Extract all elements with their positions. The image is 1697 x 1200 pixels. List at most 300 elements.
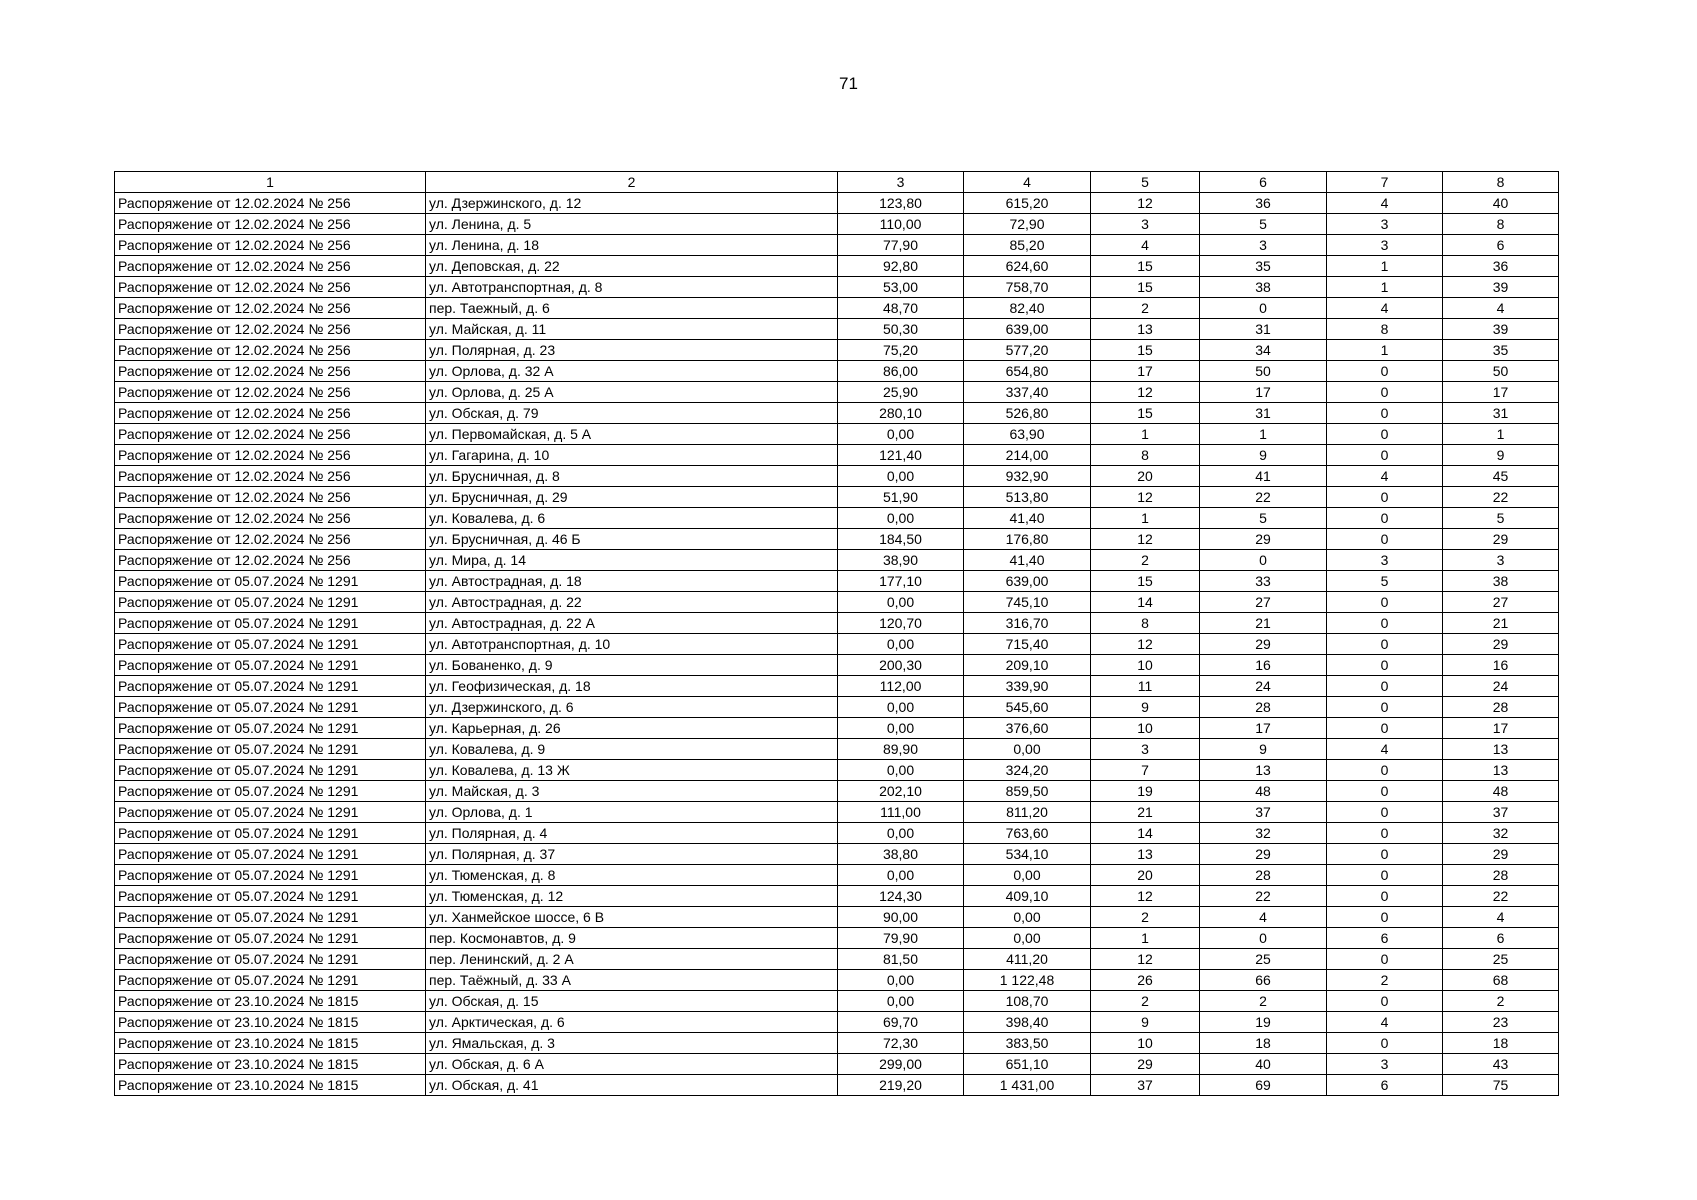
value-cell-3: 0,00 bbox=[838, 970, 964, 991]
value-cell-3: 0,00 bbox=[838, 466, 964, 487]
value-cell-8: 37 bbox=[1443, 802, 1559, 823]
value-cell-6: 25 bbox=[1200, 949, 1327, 970]
order-cell: Распоряжение от 12.02.2024 № 256 bbox=[115, 487, 426, 508]
table-row bbox=[115, 697, 1559, 718]
order-cell: Распоряжение от 12.02.2024 № 256 bbox=[115, 424, 426, 445]
table-row bbox=[115, 1012, 1559, 1033]
value-cell-6: 18 bbox=[1200, 1033, 1327, 1054]
order-cell: Распоряжение от 23.10.2024 № 1815 bbox=[115, 1012, 426, 1033]
address-cell: ул. Ямальская, д. 3 bbox=[426, 1033, 838, 1054]
value-cell-6: 22 bbox=[1200, 487, 1327, 508]
value-cell-6: 3 bbox=[1200, 235, 1327, 256]
address-cell: ул. Ковалева, д. 6 bbox=[426, 508, 838, 529]
value-cell-4: 0,00 bbox=[964, 739, 1091, 760]
value-cell-5: 13 bbox=[1091, 844, 1200, 865]
order-cell: Распоряжение от 05.07.2024 № 1291 bbox=[115, 760, 426, 781]
value-cell-8: 1 bbox=[1443, 424, 1559, 445]
value-cell-5: 12 bbox=[1091, 382, 1200, 403]
value-cell-5: 12 bbox=[1091, 886, 1200, 907]
order-cell: Распоряжение от 05.07.2024 № 1291 bbox=[115, 865, 426, 886]
address-cell: ул. Брусничная, д. 29 bbox=[426, 487, 838, 508]
order-cell: Распоряжение от 23.10.2024 № 1815 bbox=[115, 1075, 426, 1096]
value-cell-7: 0 bbox=[1327, 697, 1443, 718]
value-cell-7: 0 bbox=[1327, 907, 1443, 928]
value-cell-8: 50 bbox=[1443, 361, 1559, 382]
address-cell: ул. Арктическая, д. 6 bbox=[426, 1012, 838, 1033]
column-header: 7 bbox=[1327, 172, 1443, 193]
value-cell-4: 409,10 bbox=[964, 886, 1091, 907]
order-cell: Распоряжение от 12.02.2024 № 256 bbox=[115, 277, 426, 298]
value-cell-5: 19 bbox=[1091, 781, 1200, 802]
value-cell-4: 513,80 bbox=[964, 487, 1091, 508]
column-header: 3 bbox=[838, 172, 964, 193]
value-cell-4: 383,50 bbox=[964, 1033, 1091, 1054]
table-body bbox=[115, 193, 1559, 1096]
value-cell-4: 108,70 bbox=[964, 991, 1091, 1012]
value-cell-7: 0 bbox=[1327, 991, 1443, 1012]
value-cell-8: 17 bbox=[1443, 382, 1559, 403]
value-cell-3: 72,30 bbox=[838, 1033, 964, 1054]
table-row bbox=[115, 193, 1559, 214]
value-cell-6: 17 bbox=[1200, 718, 1327, 739]
address-cell: ул. Полярная, д. 4 bbox=[426, 823, 838, 844]
order-cell: Распоряжение от 05.07.2024 № 1291 bbox=[115, 928, 426, 949]
value-cell-3: 77,90 bbox=[838, 235, 964, 256]
value-cell-3: 75,20 bbox=[838, 340, 964, 361]
value-cell-7: 0 bbox=[1327, 655, 1443, 676]
value-cell-8: 25 bbox=[1443, 949, 1559, 970]
value-cell-6: 9 bbox=[1200, 739, 1327, 760]
order-cell: Распоряжение от 12.02.2024 № 256 bbox=[115, 382, 426, 403]
value-cell-8: 28 bbox=[1443, 697, 1559, 718]
value-cell-3: 51,90 bbox=[838, 487, 964, 508]
value-cell-3: 48,70 bbox=[838, 298, 964, 319]
page-number: 71 bbox=[839, 74, 858, 93]
table-row bbox=[115, 214, 1559, 235]
value-cell-3: 200,30 bbox=[838, 655, 964, 676]
value-cell-5: 12 bbox=[1091, 949, 1200, 970]
value-cell-8: 2 bbox=[1443, 991, 1559, 1012]
value-cell-6: 31 bbox=[1200, 403, 1327, 424]
value-cell-8: 3 bbox=[1443, 550, 1559, 571]
order-cell: Распоряжение от 12.02.2024 № 256 bbox=[115, 466, 426, 487]
value-cell-4: 376,60 bbox=[964, 718, 1091, 739]
value-cell-3: 219,20 bbox=[838, 1075, 964, 1096]
value-cell-6: 66 bbox=[1200, 970, 1327, 991]
value-cell-5: 15 bbox=[1091, 256, 1200, 277]
value-cell-8: 28 bbox=[1443, 865, 1559, 886]
value-cell-8: 21 bbox=[1443, 613, 1559, 634]
value-cell-5: 20 bbox=[1091, 466, 1200, 487]
address-cell: ул. Обская, д. 41 bbox=[426, 1075, 838, 1096]
value-cell-6: 32 bbox=[1200, 823, 1327, 844]
value-cell-3: 202,10 bbox=[838, 781, 964, 802]
address-cell: ул. Автострадная, д. 18 bbox=[426, 571, 838, 592]
address-cell: ул. Автострадная, д. 22 bbox=[426, 592, 838, 613]
value-cell-8: 13 bbox=[1443, 739, 1559, 760]
value-cell-6: 29 bbox=[1200, 529, 1327, 550]
value-cell-4: 545,60 bbox=[964, 697, 1091, 718]
value-cell-8: 16 bbox=[1443, 655, 1559, 676]
order-cell: Распоряжение от 12.02.2024 № 256 bbox=[115, 508, 426, 529]
address-cell: ул. Орлова, д. 25 А bbox=[426, 382, 838, 403]
value-cell-4: 654,80 bbox=[964, 361, 1091, 382]
value-cell-5: 15 bbox=[1091, 340, 1200, 361]
table-row bbox=[115, 361, 1559, 382]
order-cell: Распоряжение от 05.07.2024 № 1291 bbox=[115, 907, 426, 928]
table-row bbox=[115, 445, 1559, 466]
order-cell: Распоряжение от 05.07.2024 № 1291 bbox=[115, 613, 426, 634]
value-cell-5: 26 bbox=[1091, 970, 1200, 991]
value-cell-6: 35 bbox=[1200, 256, 1327, 277]
address-cell: ул. Ковалева, д. 13 Ж bbox=[426, 760, 838, 781]
value-cell-4: 411,20 bbox=[964, 949, 1091, 970]
value-cell-7: 0 bbox=[1327, 508, 1443, 529]
value-cell-8: 35 bbox=[1443, 340, 1559, 361]
value-cell-7: 4 bbox=[1327, 739, 1443, 760]
value-cell-7: 4 bbox=[1327, 193, 1443, 214]
value-cell-4: 85,20 bbox=[964, 235, 1091, 256]
value-cell-3: 89,90 bbox=[838, 739, 964, 760]
value-cell-7: 5 bbox=[1327, 571, 1443, 592]
address-cell: ул. Ханмейское шоссе, 6 В bbox=[426, 907, 838, 928]
value-cell-7: 8 bbox=[1327, 319, 1443, 340]
value-cell-4: 615,20 bbox=[964, 193, 1091, 214]
value-cell-7: 0 bbox=[1327, 1033, 1443, 1054]
column-header: 1 bbox=[115, 172, 426, 193]
value-cell-7: 3 bbox=[1327, 214, 1443, 235]
value-cell-3: 123,80 bbox=[838, 193, 964, 214]
value-cell-5: 3 bbox=[1091, 739, 1200, 760]
address-cell: ул. Автострадная, д. 22 А bbox=[426, 613, 838, 634]
table-row bbox=[115, 340, 1559, 361]
value-cell-8: 17 bbox=[1443, 718, 1559, 739]
address-cell: ул. Геофизическая, д. 18 bbox=[426, 676, 838, 697]
value-cell-5: 3 bbox=[1091, 214, 1200, 235]
value-cell-4: 534,10 bbox=[964, 844, 1091, 865]
value-cell-5: 12 bbox=[1091, 634, 1200, 655]
address-cell: ул. Дзержинского, д. 6 bbox=[426, 697, 838, 718]
value-cell-5: 37 bbox=[1091, 1075, 1200, 1096]
value-cell-7: 0 bbox=[1327, 382, 1443, 403]
table-row bbox=[115, 529, 1559, 550]
value-cell-7: 0 bbox=[1327, 676, 1443, 697]
value-cell-5: 1 bbox=[1091, 424, 1200, 445]
registry-table bbox=[114, 171, 1559, 1096]
value-cell-8: 31 bbox=[1443, 403, 1559, 424]
table-row bbox=[115, 466, 1559, 487]
table-row bbox=[115, 235, 1559, 256]
value-cell-6: 28 bbox=[1200, 865, 1327, 886]
value-cell-7: 0 bbox=[1327, 403, 1443, 424]
value-cell-7: 3 bbox=[1327, 235, 1443, 256]
order-cell: Распоряжение от 12.02.2024 № 256 bbox=[115, 214, 426, 235]
value-cell-8: 6 bbox=[1443, 928, 1559, 949]
value-cell-5: 10 bbox=[1091, 1033, 1200, 1054]
table-row bbox=[115, 550, 1559, 571]
value-cell-8: 39 bbox=[1443, 277, 1559, 298]
table-row bbox=[115, 487, 1559, 508]
value-cell-5: 12 bbox=[1091, 529, 1200, 550]
value-cell-5: 8 bbox=[1091, 445, 1200, 466]
order-cell: Распоряжение от 05.07.2024 № 1291 bbox=[115, 655, 426, 676]
table-row bbox=[115, 634, 1559, 655]
value-cell-3: 0,00 bbox=[838, 634, 964, 655]
value-cell-8: 18 bbox=[1443, 1033, 1559, 1054]
table-row bbox=[115, 949, 1559, 970]
table-row bbox=[115, 802, 1559, 823]
table-row bbox=[115, 865, 1559, 886]
order-cell: Распоряжение от 05.07.2024 № 1291 bbox=[115, 970, 426, 991]
value-cell-7: 0 bbox=[1327, 718, 1443, 739]
value-cell-6: 19 bbox=[1200, 1012, 1327, 1033]
table-row bbox=[115, 403, 1559, 424]
address-cell: ул. Майская, д. 11 bbox=[426, 319, 838, 340]
table-row bbox=[115, 886, 1559, 907]
address-cell: ул. Мира, д. 14 bbox=[426, 550, 838, 571]
value-cell-6: 34 bbox=[1200, 340, 1327, 361]
value-cell-6: 31 bbox=[1200, 319, 1327, 340]
value-cell-5: 15 bbox=[1091, 403, 1200, 424]
value-cell-7: 4 bbox=[1327, 466, 1443, 487]
order-cell: Распоряжение от 05.07.2024 № 1291 bbox=[115, 823, 426, 844]
address-cell: ул. Обская, д. 79 bbox=[426, 403, 838, 424]
value-cell-7: 0 bbox=[1327, 613, 1443, 634]
value-cell-3: 81,50 bbox=[838, 949, 964, 970]
value-cell-5: 11 bbox=[1091, 676, 1200, 697]
order-cell: Распоряжение от 05.07.2024 № 1291 bbox=[115, 718, 426, 739]
value-cell-5: 29 bbox=[1091, 1054, 1200, 1075]
address-cell: пер. Таежный, д. 6 bbox=[426, 298, 838, 319]
value-cell-7: 0 bbox=[1327, 802, 1443, 823]
value-cell-3: 184,50 bbox=[838, 529, 964, 550]
value-cell-6: 29 bbox=[1200, 844, 1327, 865]
value-cell-4: 745,10 bbox=[964, 592, 1091, 613]
table-row bbox=[115, 571, 1559, 592]
value-cell-5: 9 bbox=[1091, 697, 1200, 718]
value-cell-6: 0 bbox=[1200, 298, 1327, 319]
address-cell: ул. Автотранспортная, д. 8 bbox=[426, 277, 838, 298]
value-cell-5: 12 bbox=[1091, 193, 1200, 214]
order-cell: Распоряжение от 12.02.2024 № 256 bbox=[115, 193, 426, 214]
value-cell-4: 758,70 bbox=[964, 277, 1091, 298]
value-cell-6: 4 bbox=[1200, 907, 1327, 928]
value-cell-8: 40 bbox=[1443, 193, 1559, 214]
table-row bbox=[115, 655, 1559, 676]
value-cell-6: 48 bbox=[1200, 781, 1327, 802]
order-cell: Распоряжение от 05.07.2024 № 1291 bbox=[115, 697, 426, 718]
order-cell: Распоряжение от 23.10.2024 № 1815 bbox=[115, 991, 426, 1012]
value-cell-5: 15 bbox=[1091, 571, 1200, 592]
value-cell-7: 4 bbox=[1327, 298, 1443, 319]
value-cell-8: 32 bbox=[1443, 823, 1559, 844]
value-cell-3: 112,00 bbox=[838, 676, 964, 697]
column-header: 5 bbox=[1091, 172, 1200, 193]
order-cell: Распоряжение от 12.02.2024 № 256 bbox=[115, 361, 426, 382]
value-cell-7: 6 bbox=[1327, 1075, 1443, 1096]
value-cell-3: 121,40 bbox=[838, 445, 964, 466]
value-cell-8: 29 bbox=[1443, 634, 1559, 655]
table-row bbox=[115, 613, 1559, 634]
value-cell-3: 79,90 bbox=[838, 928, 964, 949]
value-cell-5: 21 bbox=[1091, 802, 1200, 823]
value-cell-6: 5 bbox=[1200, 508, 1327, 529]
value-cell-7: 0 bbox=[1327, 781, 1443, 802]
value-cell-7: 0 bbox=[1327, 634, 1443, 655]
order-cell: Распоряжение от 05.07.2024 № 1291 bbox=[115, 571, 426, 592]
address-cell: ул. Тюменская, д. 12 bbox=[426, 886, 838, 907]
order-cell: Распоряжение от 05.07.2024 № 1291 bbox=[115, 781, 426, 802]
value-cell-6: 5 bbox=[1200, 214, 1327, 235]
value-cell-5: 10 bbox=[1091, 655, 1200, 676]
value-cell-4: 0,00 bbox=[964, 907, 1091, 928]
value-cell-4: 398,40 bbox=[964, 1012, 1091, 1033]
value-cell-5: 13 bbox=[1091, 319, 1200, 340]
order-cell: Распоряжение от 12.02.2024 № 256 bbox=[115, 256, 426, 277]
order-cell: Распоряжение от 23.10.2024 № 1815 bbox=[115, 1033, 426, 1054]
value-cell-6: 0 bbox=[1200, 928, 1327, 949]
value-cell-6: 1 bbox=[1200, 424, 1327, 445]
value-cell-5: 15 bbox=[1091, 277, 1200, 298]
value-cell-4: 811,20 bbox=[964, 802, 1091, 823]
value-cell-4: 63,90 bbox=[964, 424, 1091, 445]
value-cell-5: 14 bbox=[1091, 823, 1200, 844]
value-cell-4: 324,20 bbox=[964, 760, 1091, 781]
value-cell-5: 2 bbox=[1091, 991, 1200, 1012]
address-cell: ул. Гагарина, д. 10 bbox=[426, 445, 838, 466]
value-cell-8: 13 bbox=[1443, 760, 1559, 781]
value-cell-8: 6 bbox=[1443, 235, 1559, 256]
value-cell-4: 651,10 bbox=[964, 1054, 1091, 1075]
table-row bbox=[115, 256, 1559, 277]
table-row bbox=[115, 991, 1559, 1012]
table-row bbox=[115, 1033, 1559, 1054]
value-cell-7: 2 bbox=[1327, 970, 1443, 991]
value-cell-3: 0,00 bbox=[838, 718, 964, 739]
value-cell-6: 40 bbox=[1200, 1054, 1327, 1075]
column-header: 8 bbox=[1443, 172, 1559, 193]
table-row bbox=[115, 676, 1559, 697]
value-cell-4: 176,80 bbox=[964, 529, 1091, 550]
value-cell-4: 859,50 bbox=[964, 781, 1091, 802]
value-cell-6: 2 bbox=[1200, 991, 1327, 1012]
value-cell-6: 41 bbox=[1200, 466, 1327, 487]
value-cell-5: 1 bbox=[1091, 928, 1200, 949]
value-cell-3: 0,00 bbox=[838, 865, 964, 886]
value-cell-5: 2 bbox=[1091, 298, 1200, 319]
table-row bbox=[115, 1054, 1559, 1075]
value-cell-3: 124,30 bbox=[838, 886, 964, 907]
value-cell-6: 38 bbox=[1200, 277, 1327, 298]
value-cell-6: 29 bbox=[1200, 634, 1327, 655]
order-cell: Распоряжение от 05.07.2024 № 1291 bbox=[115, 592, 426, 613]
value-cell-5: 12 bbox=[1091, 487, 1200, 508]
value-cell-7: 1 bbox=[1327, 277, 1443, 298]
value-cell-4: 41,40 bbox=[964, 550, 1091, 571]
value-cell-4: 577,20 bbox=[964, 340, 1091, 361]
table-row bbox=[115, 718, 1559, 739]
value-cell-8: 23 bbox=[1443, 1012, 1559, 1033]
value-cell-6: 21 bbox=[1200, 613, 1327, 634]
value-cell-4: 337,40 bbox=[964, 382, 1091, 403]
address-cell: ул. Тюменская, д. 8 bbox=[426, 865, 838, 886]
value-cell-4: 72,90 bbox=[964, 214, 1091, 235]
value-cell-5: 14 bbox=[1091, 592, 1200, 613]
order-cell: Распоряжение от 12.02.2024 № 256 bbox=[115, 529, 426, 550]
value-cell-4: 41,40 bbox=[964, 508, 1091, 529]
table-row bbox=[115, 382, 1559, 403]
value-cell-4: 763,60 bbox=[964, 823, 1091, 844]
address-cell: ул. Автотранспортная, д. 10 bbox=[426, 634, 838, 655]
value-cell-8: 22 bbox=[1443, 487, 1559, 508]
value-cell-8: 29 bbox=[1443, 844, 1559, 865]
value-cell-3: 50,30 bbox=[838, 319, 964, 340]
value-cell-7: 1 bbox=[1327, 340, 1443, 361]
value-cell-6: 28 bbox=[1200, 697, 1327, 718]
value-cell-8: 24 bbox=[1443, 676, 1559, 697]
value-cell-6: 9 bbox=[1200, 445, 1327, 466]
address-cell: ул. Полярная, д. 37 bbox=[426, 844, 838, 865]
value-cell-5: 7 bbox=[1091, 760, 1200, 781]
value-cell-8: 36 bbox=[1443, 256, 1559, 277]
address-cell: ул. Ковалева, д. 9 bbox=[426, 739, 838, 760]
table-row bbox=[115, 970, 1559, 991]
value-cell-7: 0 bbox=[1327, 361, 1443, 382]
address-cell: ул. Брусничная, д. 8 bbox=[426, 466, 838, 487]
value-cell-8: 22 bbox=[1443, 886, 1559, 907]
value-cell-6: 37 bbox=[1200, 802, 1327, 823]
order-cell: Распоряжение от 05.07.2024 № 1291 bbox=[115, 949, 426, 970]
value-cell-8: 45 bbox=[1443, 466, 1559, 487]
value-cell-4: 526,80 bbox=[964, 403, 1091, 424]
value-cell-8: 5 bbox=[1443, 508, 1559, 529]
table-row bbox=[115, 760, 1559, 781]
value-cell-4: 715,40 bbox=[964, 634, 1091, 655]
value-cell-7: 0 bbox=[1327, 529, 1443, 550]
value-cell-7: 1 bbox=[1327, 256, 1443, 277]
order-cell: Распоряжение от 05.07.2024 № 1291 bbox=[115, 802, 426, 823]
address-cell: пер. Космонавтов, д. 9 bbox=[426, 928, 838, 949]
value-cell-7: 3 bbox=[1327, 1054, 1443, 1075]
value-cell-3: 69,70 bbox=[838, 1012, 964, 1033]
value-cell-3: 86,00 bbox=[838, 361, 964, 382]
order-cell: Распоряжение от 05.07.2024 № 1291 bbox=[115, 739, 426, 760]
value-cell-3: 110,00 bbox=[838, 214, 964, 235]
value-cell-4: 624,60 bbox=[964, 256, 1091, 277]
value-cell-8: 38 bbox=[1443, 571, 1559, 592]
value-cell-7: 4 bbox=[1327, 1012, 1443, 1033]
column-header: 4 bbox=[964, 172, 1091, 193]
address-cell: ул. Полярная, д. 23 bbox=[426, 340, 838, 361]
value-cell-4: 209,10 bbox=[964, 655, 1091, 676]
column-header: 2 bbox=[426, 172, 838, 193]
value-cell-6: 69 bbox=[1200, 1075, 1327, 1096]
value-cell-6: 0 bbox=[1200, 550, 1327, 571]
value-cell-5: 20 bbox=[1091, 865, 1200, 886]
value-cell-8: 68 bbox=[1443, 970, 1559, 991]
value-cell-7: 0 bbox=[1327, 445, 1443, 466]
value-cell-4: 0,00 bbox=[964, 928, 1091, 949]
address-cell: пер. Таёжный, д. 33 А bbox=[426, 970, 838, 991]
table-row bbox=[115, 277, 1559, 298]
address-cell: ул. Карьерная, д. 26 bbox=[426, 718, 838, 739]
value-cell-3: 38,80 bbox=[838, 844, 964, 865]
value-cell-7: 0 bbox=[1327, 424, 1443, 445]
value-cell-4: 639,00 bbox=[964, 319, 1091, 340]
value-cell-5: 9 bbox=[1091, 1012, 1200, 1033]
value-cell-5: 17 bbox=[1091, 361, 1200, 382]
value-cell-3: 0,00 bbox=[838, 697, 964, 718]
